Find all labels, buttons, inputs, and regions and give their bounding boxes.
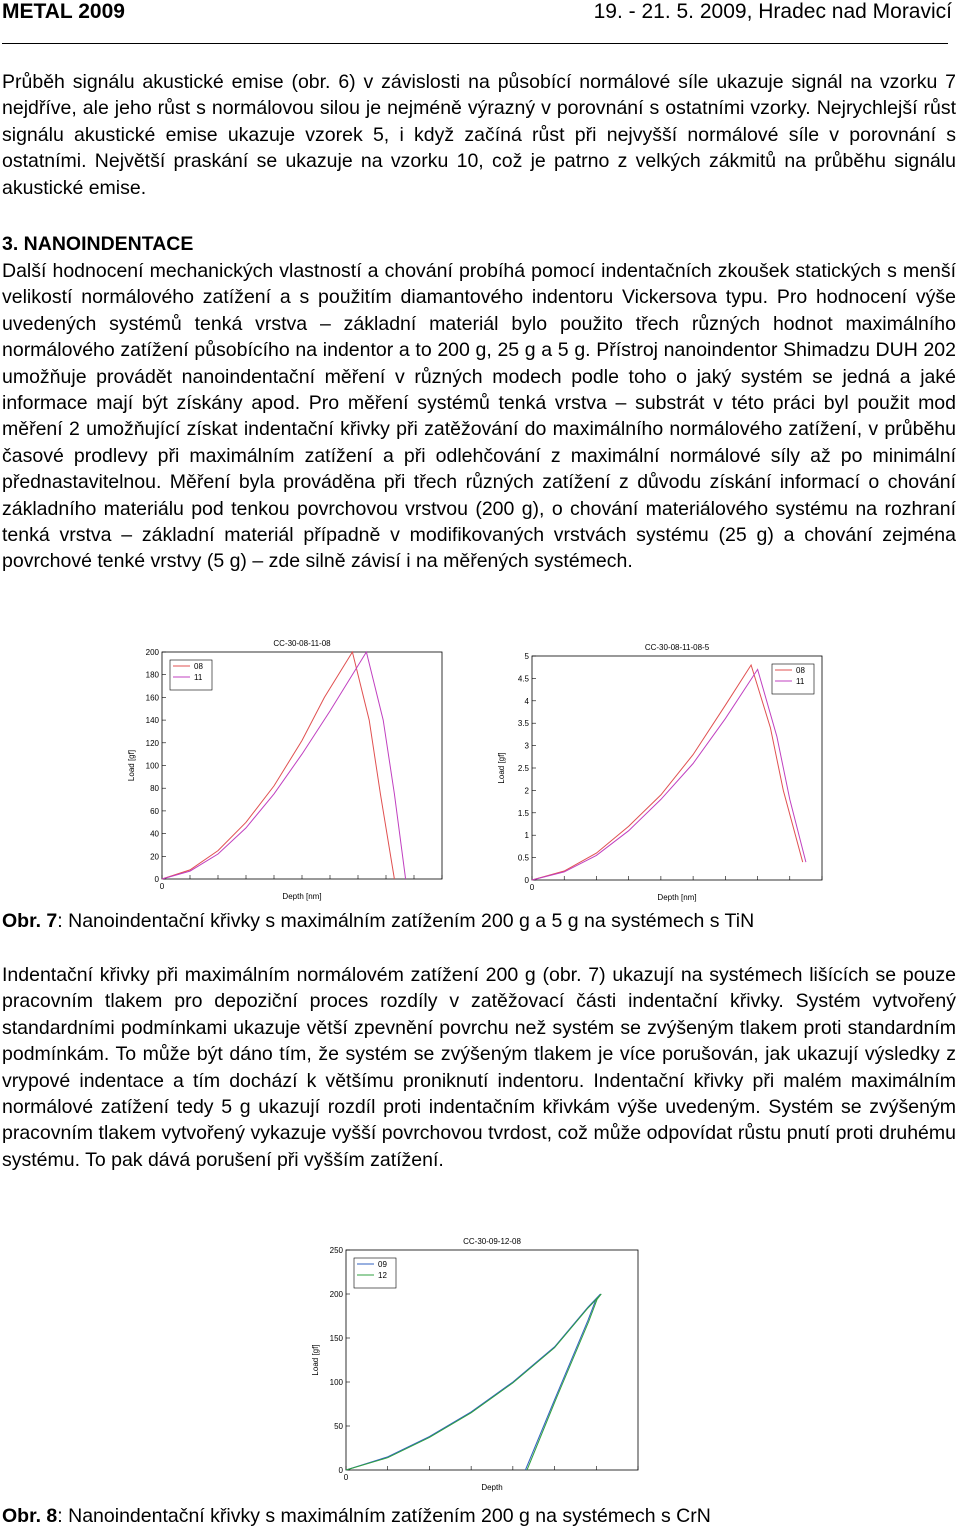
legend-label: 11	[796, 677, 805, 686]
figure-7-caption	[2, 908, 754, 934]
paragraph-indentation-curves: Indentační křivky při maximálním normálovém zatížení 200 g (obr. 7) ukazují na systémech lišících se pouze pracovním tlakem pro depoziční proces rozdíly v zatěžovací části indentační křivky. Systém vytvořený standardními podmínkami ukazuje větší zpevnění povrchu než systém se zvýšeným tlakem proti standardním podmínkám. To může být dáno tím, že systém se zvýšeným tlakem je více porušován, jak ukazují výsledky z vrypové indentace a tím dochází k většímu proniknutí indentoru. Indentační křivky při malém maximálním normálové zatížení tedy 5 g ukazují rozdíl proti indentačním křivkám výše uvedeným. Systém se zvýšeným pracovním tlakem vytvořený vykazuje vyšší povrchovou tvrdost, což může odpovídat růstu pnutí proti druhému systému. To pak dává porušení při vyšším zatížení.	[2, 964, 956, 1171]
y-tick-label: 60	[150, 806, 159, 816]
x-tick-label: 0	[343, 1473, 349, 1482]
y-tick-label: 1.5	[517, 808, 529, 818]
figure-8-text: : Nanoindentační křivky s maximálním zatížením 200 g na systémech s CrN	[57, 1505, 711, 1527]
y-tick-label: 3	[524, 741, 529, 751]
y-tick-label: 0.5	[517, 853, 529, 863]
legend-label: 11	[194, 673, 203, 682]
y-tick-label: 200	[145, 648, 159, 657]
paragraph-nanoindentation: Další hodnocení mechanických vlastností a chování probíhá pomocí indentačních zkoušek statických s menší velikostí normálového zatížení a s použitím diamantového indentoru Vickersova typu. Pro hodnocení výše uvedených systémů tenká vrstva – základní materiál bylo použito třech různých hodnot maximálního normálového zatížení působícího na indentor a to 200 g, 25 g a 5 g. Přístroj nanoindentor Shimadzu DUH 202 umožňuje provádět nanoindentační měření v různých modech podle toho o jaký systém se jedná a jaké informace mají být získány apod. Pro měření systémů tenká vrstva – substrát v této práci byl použit mod měření 2 umožňující získat indentační křivky při zatěžování do maximálního normálového zatížení, v průběhu časové prodlevy při maximálním zatížení a při odlehčování z maximální normálové síly až po minimální přednastavitelnou. Měření byla prováděna při třech různých zatížení z důvodu získání informací o chování základního materiálu pod tenkou povrchovou vrstvou (200 g), o chování materiálového systému na rozhraní tenká vrstva – základní materiál případně v modifikovaných vrstvách systému (25 g) a chování zejména povrchové tenké vrstvy (5 g) – zde silně závisí i na měřených systémech.	[2, 260, 956, 573]
y-tick-label: 5	[524, 652, 529, 661]
series-line-08	[532, 665, 803, 880]
y-tick-label: 120	[145, 738, 159, 748]
chart-title: CC-30-08-11-08-5	[644, 643, 710, 652]
y-tick-label: 100	[145, 761, 159, 771]
chart-fig7-left	[120, 636, 450, 906]
y-tick-label: 3.5	[517, 719, 529, 729]
figure-7-label: Obr. 7	[2, 910, 58, 932]
y-tick-label: 0	[524, 876, 529, 885]
legend-label: 08	[194, 662, 203, 671]
series-line-09	[346, 1294, 601, 1470]
y-tick-label: 2	[524, 786, 529, 796]
y-tick-label: 20	[150, 852, 159, 862]
section-heading: 3. NANOINDENTACE	[2, 233, 194, 255]
series-line-12	[346, 1294, 601, 1470]
y-tick-label: 160	[145, 693, 159, 703]
y-tick-label: 1	[524, 831, 529, 841]
x-axis-label: Depth [nm]	[282, 892, 322, 901]
legend-box	[772, 664, 814, 694]
figure-7-text: : Nanoindentační křivky s maximálním zatížením 200 g a 5 g na systémech s TiN	[57, 910, 755, 932]
x-tick-label: 0	[529, 883, 535, 892]
y-tick-label: 140	[145, 716, 159, 726]
header-rule	[2, 43, 948, 44]
chart-fig8	[300, 1234, 645, 1499]
x-axis-label: Depth	[481, 1483, 503, 1492]
chart-fig7-right	[497, 640, 830, 910]
figure-8-label: Obr. 8	[2, 1505, 58, 1527]
series-line-11	[532, 669, 806, 880]
figure-8-caption	[2, 1503, 711, 1529]
chart-title: CC-30-08-11-08	[273, 639, 331, 648]
legend-label: 09	[378, 1260, 387, 1269]
y-tick-label: 200	[329, 1290, 343, 1299]
legend-label: 12	[378, 1271, 387, 1280]
y-tick-label: 2.5	[517, 764, 529, 773]
y-tick-label: 4.5	[517, 674, 529, 684]
legend-label: 08	[796, 666, 805, 675]
paragraph-acoustic-emission: Průběh signálu akustické emise (obr. 6) v závislosti na působící normálové síle ukazuje signál na vzorku 7 nejdříve, ale jeho růst s normálovou silou je nejméně výrazný v porovnání s ostatními vzorky. Nejrychlejší růst signálu akustické emise ukazuje vzorek 5, i když začíná růst při nejvyšší normálové síle v porovnání s ostatními. Největší praskání se ukazuje na vzorku 10, což je patrno z velkých zákmitů na průběhu signálu akustické emise.	[2, 71, 956, 199]
y-tick-label: 4	[524, 696, 529, 706]
y-axis-label: Load [gf]	[497, 752, 506, 784]
y-tick-label: 250	[329, 1246, 343, 1255]
conference-date-place: 19. - 21. 5. 2009, Hradec nad Moravicí	[593, 0, 952, 23]
chart-title: CC-30-09-12-08	[463, 1237, 521, 1246]
x-axis-label: Depth [nm]	[657, 893, 697, 902]
legend-box	[354, 1258, 396, 1288]
conference-title: METAL 2009	[2, 0, 125, 23]
legend-box	[170, 660, 212, 690]
y-tick-label: 100	[329, 1378, 343, 1387]
y-tick-label: 80	[150, 784, 159, 794]
y-tick-label: 40	[150, 829, 159, 839]
y-tick-label: 150	[329, 1334, 343, 1343]
y-axis-label: Load [gf]	[311, 1344, 320, 1376]
y-tick-label: 0	[154, 875, 159, 884]
y-tick-label: 180	[145, 670, 159, 680]
y-axis-label: Load [gf]	[127, 749, 136, 782]
x-tick-label: 0	[159, 882, 165, 891]
y-tick-label: 50	[334, 1422, 343, 1431]
y-tick-label: 0	[338, 1466, 343, 1475]
